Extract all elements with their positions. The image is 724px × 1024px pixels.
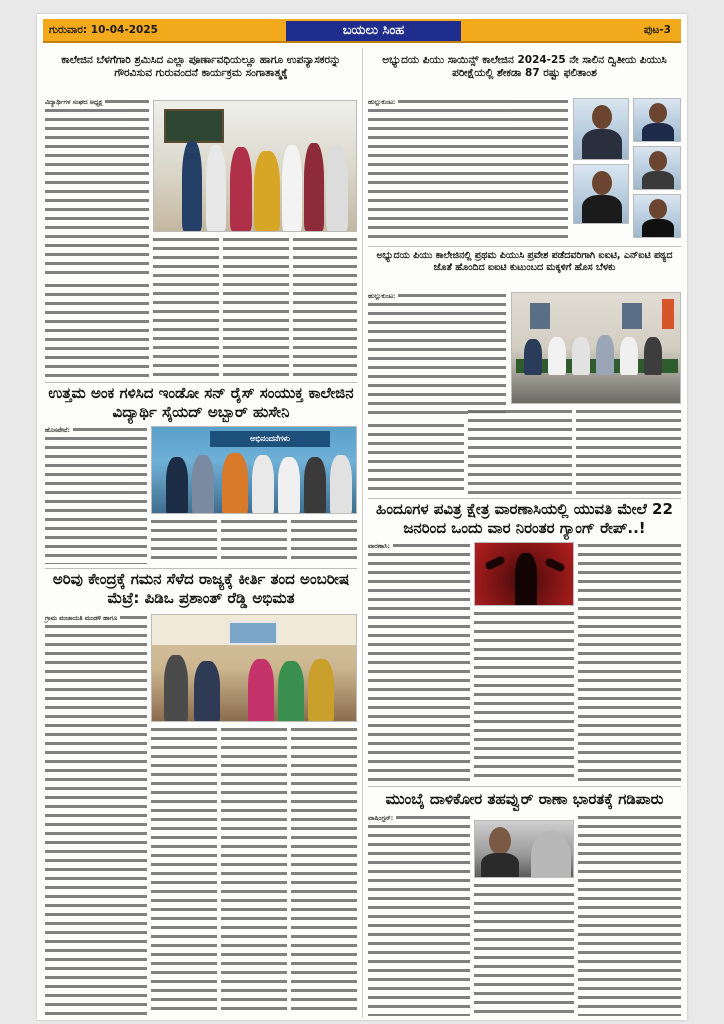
hand-silhouette (484, 555, 506, 571)
person-figure (644, 337, 662, 375)
window (228, 621, 278, 645)
article-body (45, 614, 147, 1016)
section-rule (45, 382, 357, 383)
portrait-head (649, 103, 667, 123)
person-figure (182, 141, 202, 231)
article-headline: ಮುಂಬೈ ದಾಳಿಕೋರ ತಹವ್ವುರ್ ರಾಣಾ ಭಾರತಕ್ಕೆ ಗಡಿಪಾರು (385, 790, 664, 808)
article-body (474, 882, 574, 1016)
person-figure (278, 457, 300, 514)
felicitation-photo (511, 292, 681, 404)
article-headline: ಹಿಂದೂಗಳ ಪವಿತ್ರ ಕ್ಷೇತ್ರ ವಾರಣಾಸಿಯಲ್ಲಿ ಯುವತಿ ಮೇಲೆ 22 ಜನರಿಂದ ಒಂದು ವಾರ ನಿರಂತರ ಗ್ಯಾಂಗ್ ರೇಪ್..! (376, 500, 673, 537)
section-rule (368, 786, 681, 787)
person-figure (166, 457, 188, 514)
article-headline: ಅಭ್ಯುದಯ ಪಿಯು ಕಾಲೇಜಿನಲ್ಲಿ ಪ್ರಥಮ ಪಿಯುಸಿ ಪ್ರವೇಶ ಪಡೆದವರಿಗಾಗಿ ಐಐಟಿ, ಎನ್‌ಐಟಿ ಪಠ್ಯದ ಜೊತೆ ಹೊಂದಿದ ಐಐಟಿ ಕುಟುಂಬದ ಮಕ್ಕಳಿಗೆ ಹೊಸ ಬೆಳಕು (376, 250, 673, 273)
person-figure (620, 337, 638, 375)
photo-banner: ಅಭಿನಂದನೆಗಳು (210, 431, 330, 447)
article-body (151, 518, 217, 564)
person-figure (194, 661, 220, 722)
page-number: ಪುಟ-3 (643, 24, 671, 36)
article-body (468, 408, 572, 494)
issue-date: ಗುರುವಾರ: 10-04-2025 (49, 24, 158, 36)
portrait-head (592, 105, 612, 129)
article-body (368, 814, 470, 1016)
hand-silhouette (544, 557, 566, 573)
newspaper-title: ಬಯಲು ಸಿಂಹ (286, 21, 461, 41)
person-figure (308, 659, 334, 722)
article-lead: ವಾಷಿಂಗ್ಟನ್: (368, 815, 396, 822)
article-body (368, 292, 506, 418)
person-figure (330, 455, 352, 514)
article-body (153, 236, 219, 378)
person-figure (222, 453, 248, 514)
person-figure (304, 457, 326, 514)
masthead (43, 19, 681, 43)
article-lead: ಗ್ರಾಮ ಪಂಚಾಯತಿ ಮಂಡಳಿ ಹಾಗೂ (45, 615, 120, 622)
portrait-head (649, 151, 667, 171)
article-headline: ಅಭ್ಯುದಯ ಪಿಯು ಸಾಯಿನ್ಸ್ ಕಾಲೇಜಿನ 2024-25 ನೇ ಸಾಲಿನ ದ್ವಿತೀಯ ಪಿಯುಸಿ ಪರೀಕ್ಷೆಯಲ್ಲಿ ಶೇಕಡಾ 87 ರಷ್ಟು ಫಲಿತಾಂಶ (382, 54, 667, 80)
wall-frame (530, 303, 550, 329)
article-body (223, 236, 289, 378)
article-body (578, 542, 681, 782)
student-portrait (573, 164, 629, 224)
article-body (368, 98, 568, 238)
portrait-body (642, 219, 674, 238)
person-figure (254, 151, 280, 231)
staff-group-photo (153, 100, 357, 232)
accused-photo (474, 820, 574, 878)
article-body (368, 542, 470, 782)
article-body (221, 726, 287, 1016)
article-body (45, 282, 149, 378)
person-figure (282, 145, 302, 231)
article-lead: ಹುಲ್ಲುಕುಂಟ: (368, 293, 398, 300)
section-rule (368, 246, 681, 247)
person-figure (548, 337, 566, 375)
student-portrait (633, 194, 681, 238)
portrait-head (592, 171, 612, 195)
article-body (291, 726, 357, 1016)
person-figure (230, 147, 252, 231)
illustration-photo (474, 542, 574, 606)
article-body (578, 814, 681, 1016)
section-rule (368, 498, 681, 499)
article-body (221, 518, 287, 564)
student-portrait (573, 98, 629, 160)
person-head (489, 827, 511, 855)
building-dome (531, 831, 571, 878)
portrait-body (642, 171, 674, 190)
silhouette (515, 553, 537, 606)
student-portrait (633, 146, 681, 190)
person-figure (278, 661, 304, 722)
person-figure (192, 455, 214, 514)
newspaper-page (37, 14, 687, 1020)
person-body (481, 853, 519, 878)
award-photo (151, 426, 357, 514)
person-figure (164, 655, 188, 722)
article-body (576, 408, 681, 494)
article-body (151, 726, 217, 1016)
person-figure (326, 145, 348, 231)
article-headline: ಉತ್ತಮ ಅಂಕ ಗಳಿಸಿದ ಇಂಡೋ ಸನ್ ರೈಸ್ ಸಂಯುಕ್ತ ಕಾಲೇಜಿನ ವಿದ್ಯಾರ್ಥಿ ಸೈಯದ್ ಅಬ್ಬಾರ್ ಹುಸೇನಿ (48, 384, 354, 421)
article-headline: ಅರಿವು ಕೇಂದ್ರಕ್ಕೆ ಗಮನ ಸೆಳೆದ ರಾಜ್ಯಕ್ಕೆ ಕೀರ್ತಿ ತಂದ ಅಂಬರೀಷ ಮೆಟ್ರೆ: ಪಿಡಿಒ ಪ್ರಶಾಂತ್ ರೆಡ್ಡಿ ಅಭಿಮತ (52, 570, 350, 607)
portrait-head (649, 199, 667, 219)
article-lead: ವಿದ್ಯಾರ್ಥಿಗಳ ಸಂಘದ ಅಧ್ಯಕ್ಷ (45, 99, 105, 106)
article-body (368, 422, 464, 494)
article-lead: ಹುಲ್ಲುಕುಂಟ: (368, 99, 398, 106)
person-figure (206, 145, 226, 231)
statue (662, 299, 674, 329)
article-lead: ವಾರಣಾಸಿ: (368, 543, 393, 550)
column-divider (362, 48, 363, 1018)
article-body (474, 610, 574, 782)
person-figure (524, 339, 542, 375)
person-figure (596, 335, 614, 375)
article-body (45, 426, 147, 564)
person-figure (304, 143, 324, 231)
article-body (45, 98, 149, 278)
portrait-body (582, 129, 622, 160)
student-portrait (633, 98, 681, 142)
meeting-photo (151, 614, 357, 722)
person-figure (252, 455, 274, 514)
article-headline: ಕಾಲೇಜಿನ ಬೆಳಗೆಗಾರಿ ಶ್ರಮಿಸಿದ ಎಲ್ಲಾ ಪೂರ್ಣಾವಧಿಯಲ್ಲೂ ಹಾಗೂ ಉಪನ್ಯಾಸಕರನ್ನು ಗೌರವಿಸುವ ಗುರುವಂದನೆ ಕಾರ್ಯಕ್ರಮ ಸಂಗಾತಾತ್ಮಕ್ಕೆ (61, 54, 341, 80)
article-lead: ಹೊಸಪೇಟೆ: (45, 427, 73, 434)
article-body (293, 236, 357, 378)
wall-frame (622, 303, 642, 329)
portrait-body (642, 123, 674, 142)
blackboard (164, 109, 224, 143)
section-rule (45, 568, 357, 569)
article-body (291, 518, 357, 564)
person-figure (572, 337, 590, 375)
person-figure (248, 659, 274, 722)
portrait-body (582, 195, 622, 224)
